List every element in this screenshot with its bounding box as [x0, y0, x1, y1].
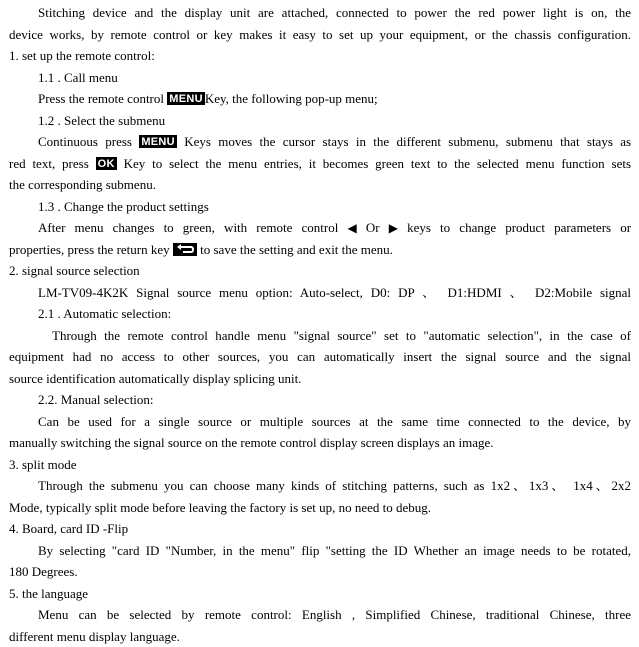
card-id-line-1: By selecting "card ID "Number, in the menu" flip "setting the ID Whether an image needs to be rotated,	[38, 542, 631, 558]
auto-select-line-1: Through the remote control handle menu "signal source" set to "automatic selection", in the case of	[52, 327, 631, 343]
subsection-1-1-heading: 1.1 . Call menu	[38, 69, 118, 85]
submenu-line-2	[9, 153, 631, 175]
call-menu-text-a: Press the remote control	[38, 91, 164, 106]
or-text: Or	[365, 220, 380, 235]
call-menu-text-b: Key, the following pop-up menu;	[204, 91, 378, 106]
auto-select-line-2: equipment had no access to other sources, you can automatically insert the signal source and the signal	[9, 349, 631, 364]
section-3-heading: 3. split mode	[9, 456, 77, 472]
subsection-2-2-heading: 2.2. Manual selection:	[38, 392, 154, 407]
signal-source-options: LM-TV09-4K2K Signal source menu option: Auto-select, D0: DP 、 D1:HDMI 、 D2:Mobile signal	[38, 284, 631, 300]
change-settings-line-2	[9, 239, 631, 261]
split-mode-line-2: Mode, typically split mode before leaving the factory is set up, no need to debug.	[9, 499, 432, 515]
change-settings-text-b: keys to change product parameters or	[407, 220, 631, 235]
return-key-icon	[173, 243, 197, 256]
return-text-a: properties, press the return key	[9, 241, 170, 257]
section-1-heading: 1. set up the remote control:	[9, 48, 155, 63]
split-mode-line-1: Through the submenu you can choose many kinds of stitching patterns, such as 1x2、1x3、 1x4、2x2	[38, 478, 631, 493]
ok-key-badge: OK	[97, 157, 115, 170]
language-line-2: different menu display language.	[9, 628, 180, 644]
submenu-text-b: Keys moves the cursor stays in the different submenu, submenu that stays as	[184, 134, 631, 149]
return-text-b: to save the setting and exit the menu.	[200, 241, 393, 257]
change-settings-line-1	[38, 217, 631, 239]
left-arrow-icon: ◀	[347, 221, 357, 235]
subsection-1-3-heading: 1.3 . Change the product settings	[38, 198, 209, 214]
menu-key-badge: MENU	[141, 136, 175, 148]
right-arrow-icon: ▶	[388, 221, 398, 235]
auto-select-line-3: source identification automatically display splicing unit.	[9, 370, 302, 386]
section-4-heading: 4. Board, card ID -Flip	[9, 521, 129, 536]
submenu-text-a: Continuous press	[38, 134, 132, 149]
intro-line-2: device works, by remote control or key makes it easy to set up your equipment, or the chassis configuration.	[9, 26, 631, 42]
card-id-line-2: 180 Degrees.	[9, 564, 78, 579]
manual-select-line-2: manually switching the signal source on the remote control display screen displays an image.	[9, 435, 494, 450]
submenu-text-d: Key to select the menu entries, it becomes green text to the selected menu function sets	[123, 155, 631, 171]
subsection-2-1-heading: 2.1 . Automatic selection:	[38, 306, 172, 321]
section-2-heading: 2. signal source selection	[9, 263, 140, 278]
subsection-1-2-heading: 1.2 . Select the submenu	[38, 112, 166, 128]
intro-line-1: Stitching device and the display unit are attached, connected to power the red power light is on, the	[38, 5, 631, 20]
change-settings-text-a: After menu changes to green, with remote control	[38, 220, 339, 235]
section-5-heading: 5. the language	[9, 585, 89, 601]
submenu-line-1	[38, 131, 631, 153]
submenu-line-3: the corresponding submenu.	[9, 177, 156, 192]
call-menu-line	[38, 88, 631, 110]
submenu-text-c: red text, press	[9, 155, 89, 171]
language-line-1: Menu can be selected by remote control: English , Simplified Chinese, traditional Chinese, three	[38, 607, 631, 622]
manual-select-line-1: Can be used for a single source or multiple sources at the same time connected to the device, by	[38, 413, 631, 429]
menu-key-badge: MENU	[169, 93, 203, 105]
